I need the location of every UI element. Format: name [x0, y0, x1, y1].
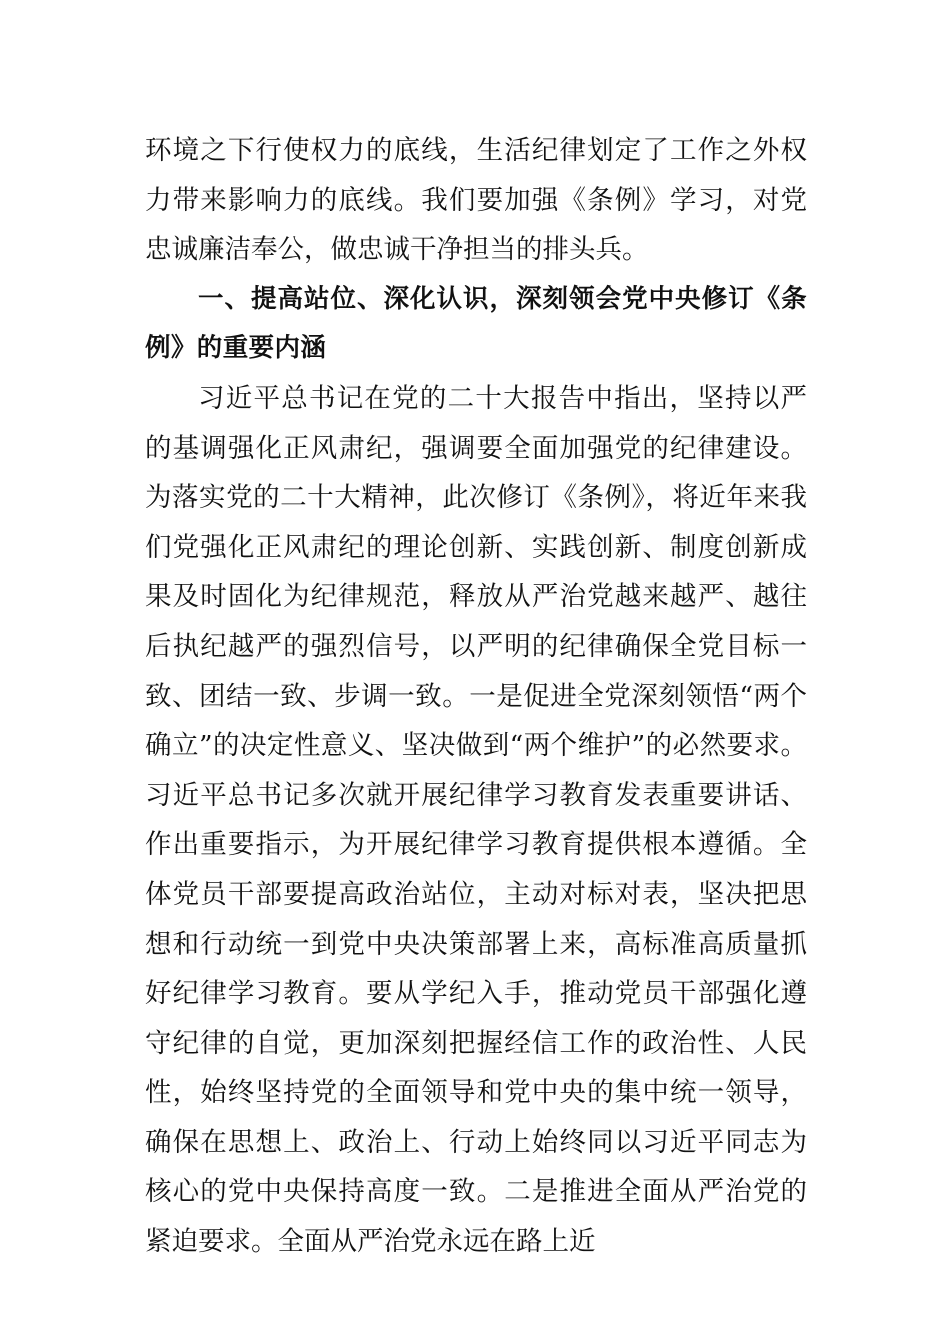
- section-heading: 一、提高站位、深化认识，深刻领会党中央修订《条例》的重要内涵: [145, 283, 807, 364]
- paragraph-continuation: 环境之下行使权力的底线，生活纪律划定了工作之外权力带来影响力的底线。我们要加强《条例》学习，对党忠诚廉洁奉公，做忠诚干净担当的排头兵。: [145, 135, 807, 266]
- document-body: [145, 126, 807, 1267]
- paragraph-section-body: 习近平总书记在党的二十大报告中指出，坚持以严的基调强化正风肃纪，强调要全面加强党的纪律建设。为落实党的二十大精神，此次修订《条例》，将近年来我们党强化正风肃纪的理论创新、实践创新、制度创新成果及时固化为纪律规范，释放从严治党越来越严、越往后执纪越严的强烈信号，以严明的纪律确保全党目标一致、团结一致、步调一致。一是促进全党深刻领悟“两个确立”的决定性意义、坚决做到“两个维护”的必然要求。习近平总书记多次就开展纪律学习教育发表重要讲话、作出重要指示，为开展纪律学习教育提供根本遵循。全体党员干部要提高政治站位，主动对标对表，坚决把思想和行动统一到党中央决策部署上来，高标准高质量抓好纪律学习教育。要从学纪入手，推动党员干部强化遵守纪律的自觉，更加深刻把握经信工作的政治性、人民性，始终坚持党的全面领导和党中央的集中统一领导，确保在思想上、政治上、行动上始终同以习近平同志为核心的党中央保持高度一致。二是推进全面从严治党的紧迫要求。全面从严治党永远在路上近: [145, 382, 807, 1258]
